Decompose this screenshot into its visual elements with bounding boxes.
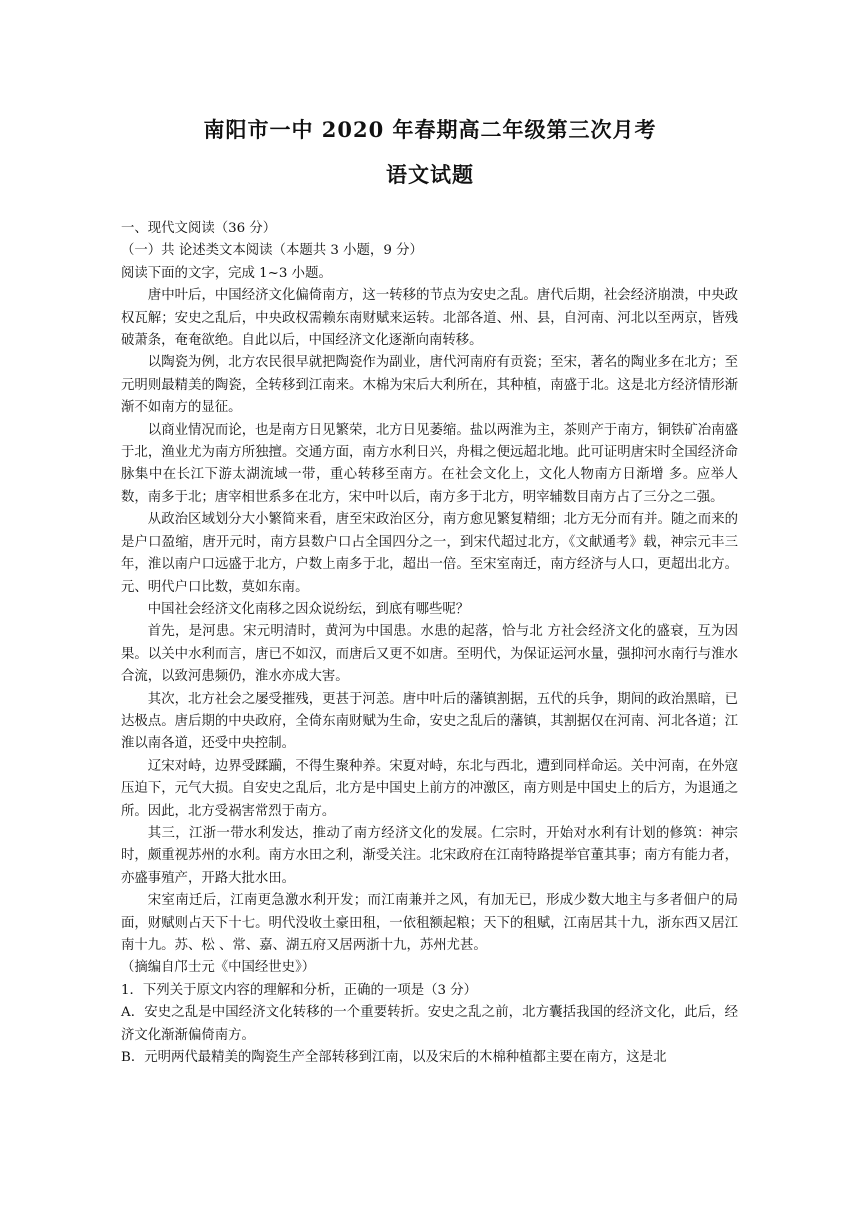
paragraph: 其次，北方社会之屡受摧残，更甚于河恙。唐中叶后的藩镇割据，五代的兵争，期间的政治黑暗，已达极点。唐后期的中央政府，全倚东南财赋为生命，安史之乱后的藩镇，其割据仅在河南、河北各道；江淮以南各道，还受中央控制。 [121,691,738,752]
exam-title: 南阳市一中 2020 年春期高二年级第三次月考 [203,117,657,142]
paragraph: 宋室南迁后，江南更急激水利开发；而江南兼并之风，有加无已，形成少数大地主与多者佃户的局面，财赋则占天下十七。明代没收土豪田租，一依租额起粮；天下的租赋，江南居其十九，浙东西又居江南十九。苏、松 、常、嘉、湖五府又居两浙十九，苏州尤甚。 [121,893,738,953]
question-option-b: B．元明两代最精美的陶瓷生产全部转移到江南，以及宋后的木棉种植都主要在南方，这是北 [121,1050,667,1066]
paragraph: 以陶瓷为例，北方农民很早就把陶瓷作为副业，唐代河南府有贡瓷；至宋，著名的陶业多在北方；至元明则最精美的陶瓷，全转移到江南来。木棉为宋后大利所在，其种植，南盛于北。这是北方经济情形渐渐不如南方的显征。 [121,355,738,416]
paragraph: 以商业情况而论，也是南方日见繁荣，北方日见萎缩。盐以两淮为主，茶则产于南方，铜铁矿冶南盛于北，渔业尤为南方所独擅。交通方面，南方水利日兴，舟楫之便远超北地。此可证明唐宋时全国经济命脉集中在长江下游太湖流域一带，重心转移至南方。在社会文化上，文化人物南方日渐增 多。应举人数，南多于北；唐宰相世系多在北方，宋中叶以后，南方多于北方，明宰辅数目南方占了三分之二强。 [121,422,738,505]
reading-instruction: 阅读下面的文字，完成 1~3 小题。 [121,265,332,281]
paragraph: 中国社会经济文化南移之因众说纷纭，到底有哪些呢？ [147,601,470,617]
document-body [121,218,738,1069]
paragraph: 唐中叶后，中国经济文化偏倚南方，这一转移的节点为安史之乱。唐代后期，社会经济崩溃，中央政权瓦解；安史之乱后，中央政权需赖东南财赋来运转。北部各道、州、县，自河南、河北以至两京，皆残破萧条，奄奄欲绝。自此以后，中国经济文化逐渐向南转移。 [121,288,738,349]
section-heading: 一、现代文阅读（36 分） [121,221,277,236]
question-option-a: A．安史之乱是中国经济文化转移的一个重要转折。安史之乱之前，北方囊括我国的经济文化，此后，经济文化渐渐偏倚南方。 [121,1005,738,1043]
paragraph: 辽宋对峙，边界受蹂躏，不得生聚种养。宋夏对峙，东北与西北，遭到同样命运。关中河南，在外寇压迫下，元气大损。自安史之乱后，北方是中国史上前方的冲激区，南方则是中国史上的后方，为退通之所。因此，北方受祸害常烈于南方。 [121,758,738,819]
paragraph: 从政治区域划分大小繁简来看，唐至宋政治区分，南方愈见繁复精细；北方无分而有并。随之而来的是户口盈缩，唐开元时，南方县数户口占全国四分之一，到宋代超过北方，《文献通考》载，神宗元丰三年，淮以南户口远盛于北方，户数上南多于北，超出一倍。至宋室南迁，南方经济与人口，更超出北方。元、明代户口比数，莫如东南。 [121,512,738,595]
paragraph: 其三，江浙一带水利发达，推动了南方经济文化的发展。仁宗时，开始对水利有计划的修筑：神宗时，颇重视苏州的水利。南方水田之利，渐受关注。北宋政府在江南特路提举官董其事；南方有能力者，亦盛事殖产，开路大批水田。 [121,825,738,886]
source-citation: （摘编自邝士元《中国经世史》） [121,960,316,976]
exam-subtitle: 语文试题 [386,162,474,187]
paragraph: 首先，是河患。宋元明清时，黄河为中国患。水患的起落，恰与北 方社会经济文化的盛衰，互为因果。以关中水利而言，唐已不如汉，而唐后又更不如唐。至明代，为保证运河水量，强抑河水南行与淮水合流，以致河患频仍，淮水亦成大害。 [121,624,738,685]
section-subheading: （一）共 论述类文本阅读（本题共 3 小题，9 分） [121,243,423,259]
question-stem: 1．下列关于原文内容的理解和分析，正确的一项是（3 分） [121,982,478,998]
